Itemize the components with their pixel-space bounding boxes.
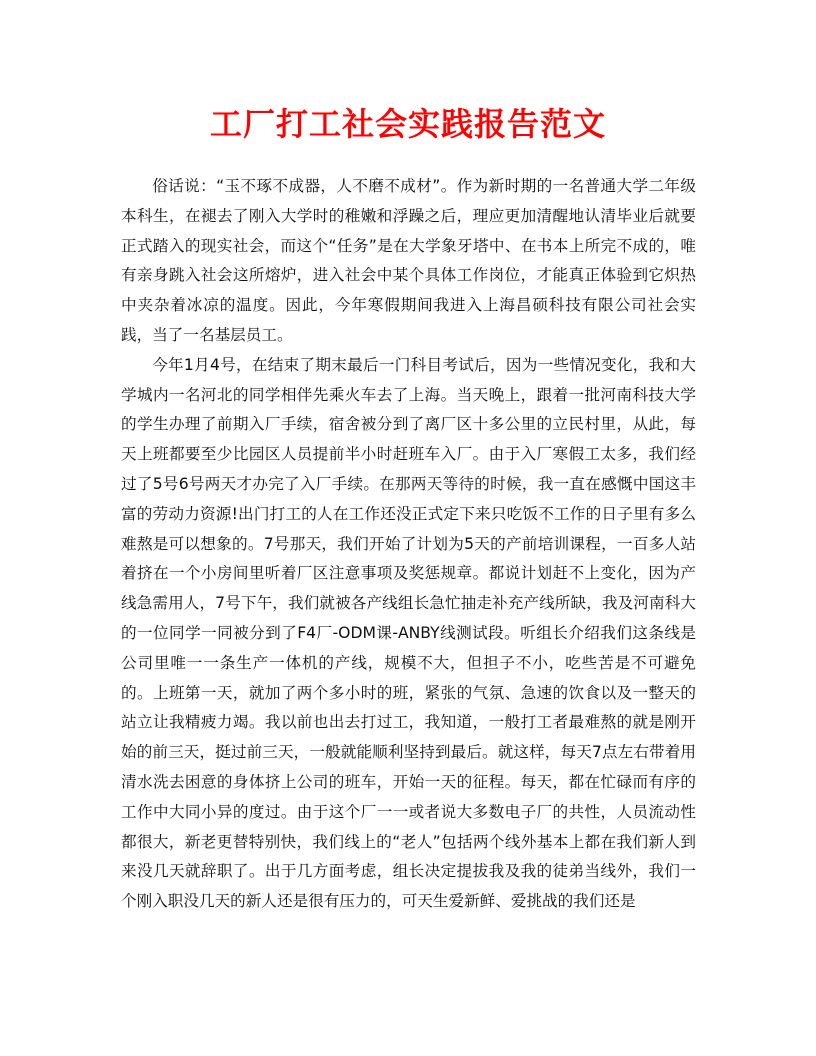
document-body [121,172,696,917]
paragraph-experience: 今年1月4号，在结束了期末最后一门科目考试后，因为一些情况变化，我和大学城内一名河北的同学相伴先乘火车去了上海。当天晚上，跟着一批河南科技大学的学生办理了前期入厂手续，宿舍被分到了离厂区十多公里的立民村里，从此，每天上班都要至少比园区人员提前半小时赶班车入厂。由于入厂寒假工太多，我们经过了5号6号两天才办完了入厂手续。在那两天等待的时候，我一直在感慨中国这丰富的劳动力资源!出门打工的人在工作还没正式定下来只吃饭不工作的日子里有多么难熬是可以想象的。7号那天，我们开始了计划为5天的产前培训课程，一百多人站着挤在一个小房间里听着厂区注意事项及奖惩规章。都说计划赶不上变化，因为产线急需用人，7号下午，我们就被各产线组长急忙抽走补充产线所缺，我及河南科大的一位同学一同被分到了F4厂-ODM课-ANBY线测试段。听组长介绍我们这条线是公司里唯一一条生产一体机的产线，规模不大，但担子不小，吃些苦是不可避免的。上班第一天，就加了两个多小时的班，紧张的气氛、急速的饮食以及一整天的站立让我精疲力竭。我以前也出去打过工，我知道，一般打工者最难熬的就是刚开始的前三天，挺过前三天，一般就能顺利坚持到最后。就这样，每天7点左右带着用清水洗去困意的身体挤上公司的班车，开始一天的征程。每天，都在忙碌而有序的工作中大同小异的度过。由于这个厂一一或者说大多数电子厂的共性，人员流动性都很大，新老更替特别快，我们线上的“老人”包括两个线外基本上都在我们新人到来没几天就辞职了。出于几方面考虑，组长决定提拔我及我的徒弟当线外，我们一个刚入职没几天的新人还是很有压力的，可天生爱新鲜、爱挑战的我们还是 [121,355,696,911]
document-title: 工厂打工社会实践报告范文 [209,105,606,143]
paragraph-intro: 俗话说：“玉不琢不成器，人不磨不成材”。作为新时期的一名普通大学二年级本科生，在褪去了刚入大学时的稚嫩和浮躁之后，理应更加清醒地认清毕业后就要正式踏入的现实社会，而这个“任务”是在大学象牙塔中、在书本上所完不成的，唯有亲身跳入社会这所熔炉，进入社会中某个具体工作岗位，才能真正体验到它炽热中夹杂着冰凉的温度。因此，今年寒假期间我进入上海昌硕科技有限公司社会实践，当了一名基层员工。 [121,177,696,344]
